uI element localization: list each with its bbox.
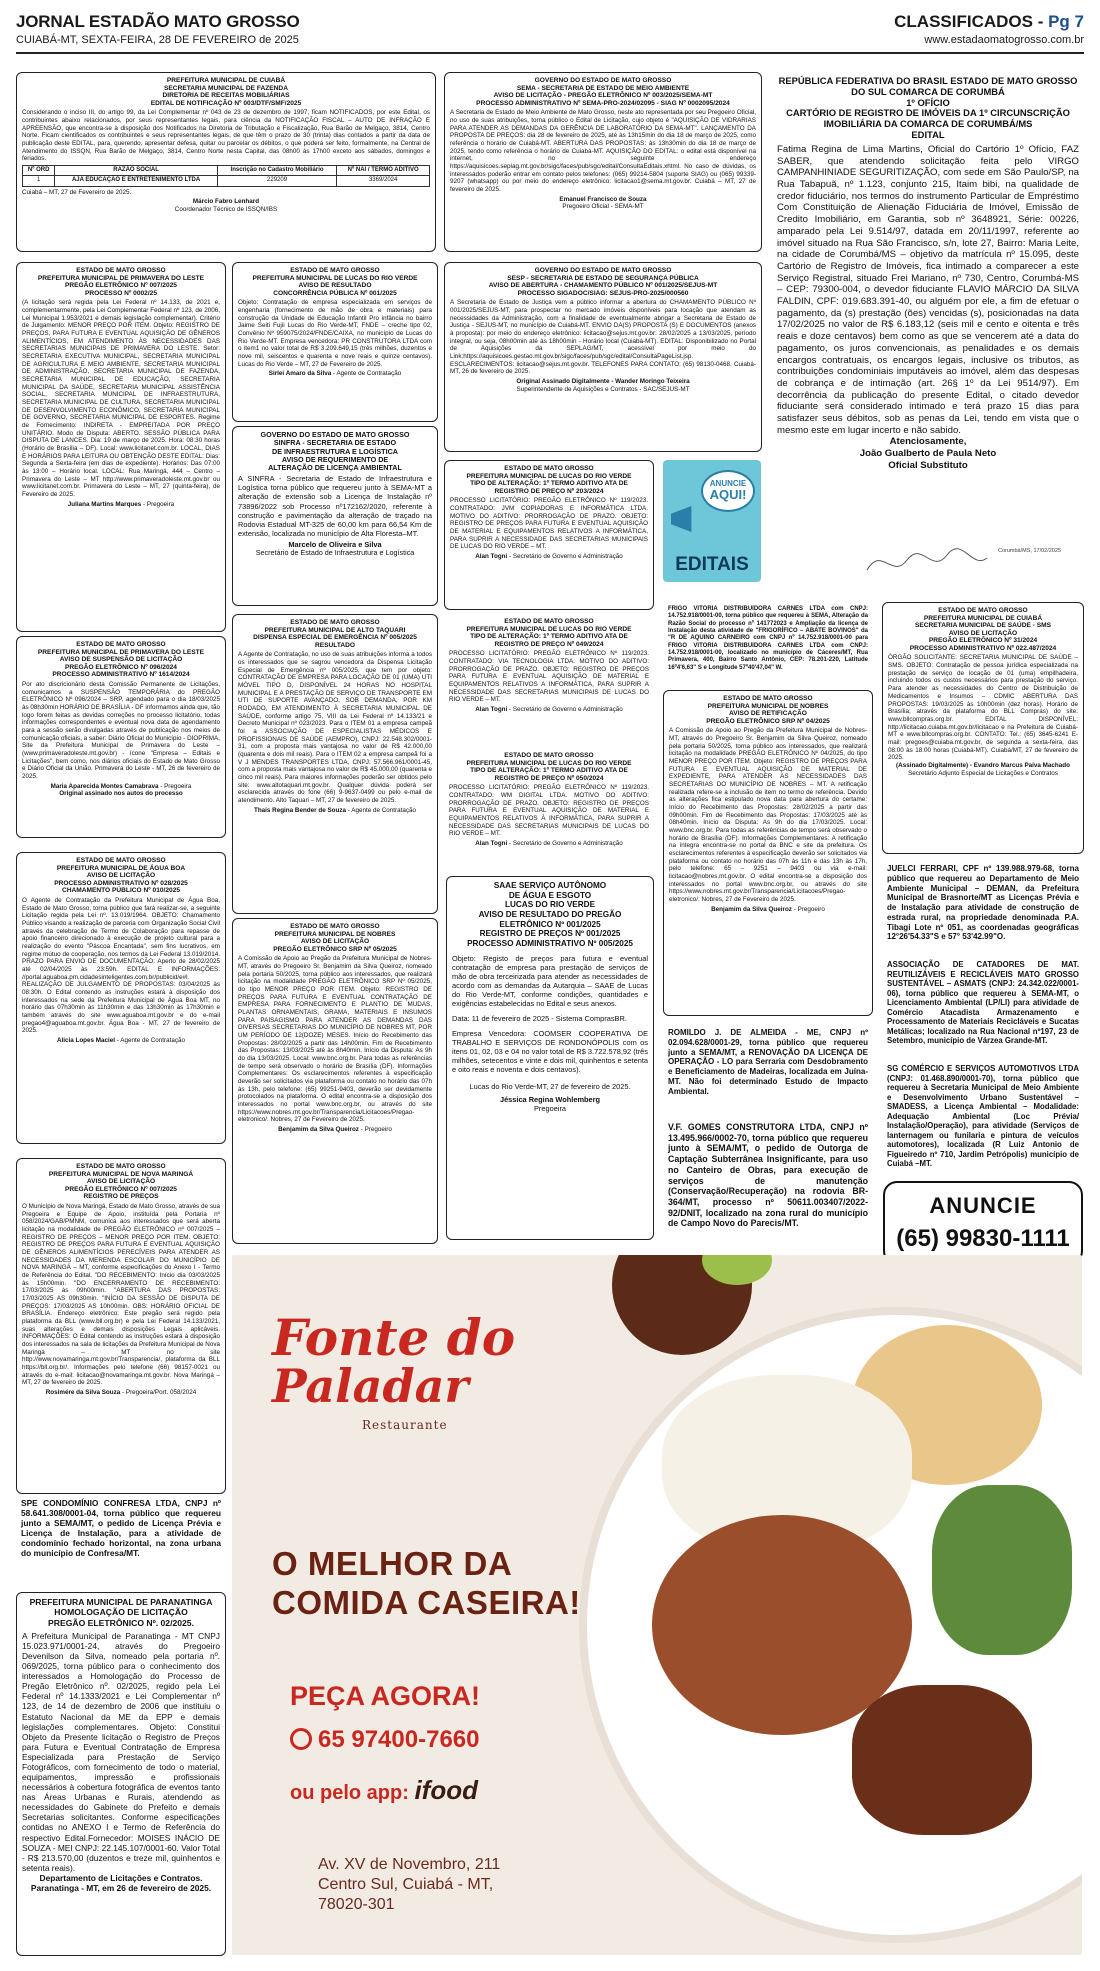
notice-cartorio-corumba [772, 72, 1084, 587]
signature-name: Departamento de Licitações e Contratos. [39, 1872, 203, 1883]
signature-name: Alan Togni [475, 840, 508, 848]
notice-title: GOVERNO DO ESTADO DE MATO GROSSO SESP - SECRETARIA DE ESTADO DE SEGURANÇA PÚBLICA AVISO DE ABERTURA - CHAMAMENTO PÚBLICO Nº 001/2025/SEJUS-MT PROCESSO SIGADOC/SIAG: SEJUS-PRO-2025/000560 [488, 267, 718, 297]
signature-role: - Agente de Contratação [116, 1036, 186, 1044]
table-header: RAZÃO SOCIAL [55, 166, 217, 176]
signature-name: Rosimére da Silva Souza [45, 1389, 121, 1397]
newspaper-title: JORNAL ESTADÃO MATO GROSSO [16, 12, 300, 31]
notice-title: PREFEITURA MUNICIPAL DE PARANATINGA HOMOLOGAÇÃO DE LICITAÇÃO PREGÃO ELETRÔNICO Nº. 02/2025. [29, 1597, 213, 1628]
notice-nova-maringa [16, 1158, 226, 1494]
signature-name: Benjamim da Silva Queiroz [711, 905, 792, 913]
notice-body: Objeto: Contratação de empresa especializada em serviços de engenharia (fornecimento de mão de obra e materiais) para construção da Unidade de Educação Infantil Pro infância no bairro Jaime Seiti Fujii Lucas do Rio Verde-MT, FNDE – creche tipo 02, Convênio Nº 959075/2024/FNDE/CAIXA, no município de Lucas do Rio Verde-MT. Empresa vencedora: PR CONSTRUTORA LTDA com o item1 no valor total de R$ 3.209.649,15 (três milhões, duzentos e nove mil, seiscentos e quarenta e nove reais e quinze centavos). Lucas do Rio Verde – MT, 27 de Fevereiro de 2025. [238, 299, 432, 368]
restaurant-ad[interactable] [232, 1255, 1082, 1955]
signature-image [862, 540, 992, 584]
signature-name: Alan Togni [475, 706, 508, 714]
ad-phone[interactable] [290, 1725, 479, 1754]
notice-nobres-04 [663, 690, 873, 1016]
notice-paranatinga [16, 1592, 226, 1956]
notice-cuiaba-sms [882, 602, 1084, 854]
table-cell: AJA EDUCAÇÃO E ENTRETENIMENTO LTDA [55, 176, 217, 186]
notice-body: Por ato discricionário desta Comissão Permanente de Licitações, comunicamos a SUSPENSÃO TEMPORÁRIA do PREGÃO ELETRÔNICO Nº 096/2024 – SRP, agendado para o dia 18/03/2025 às 08h30min HORÁRIO DE BRASÍLIA - DF informamos ainda que, tão logo forem feitas as devidas correções no processo licitatório, todas informações correspondentes e eventual nova data de agendamento para a sessão serão divulgadas através de publicação nos meios de comunicação oficiais, a saber: Diário Oficial do Município - DIOPRIMA, Site da Prefeitura Municipal de Primavera do Leste – (www.primaveradoleste.mt.gov.br) - ícone "Empresa – Editais e Licitações", bem como, nos diários oficiais do Estado de Mato Grosso e Diário Oficial da União. Primavera do Leste - MT, 26 de fevereiro de 2025. [22, 680, 220, 780]
address-line: Centro Sul, Cuiabá - MT, [318, 1876, 494, 1893]
phone-number: 65 97400-7660 [318, 1726, 480, 1753]
notice-title: GOVERNO DO ESTADO DE MATO GROSSO SINFRA - SECRETARIA DE ESTADO DE INFRAESTRUTURA E LOGÍSTICA AVISO DE REQUERIMENTO DE ALTERAÇÃO DE LICENÇA AMBIENTAL [260, 430, 410, 473]
notice-body: Objeto: Registo de preços para futura e eventual contratação de empresa para prestação de serviços de mão de obra terceirizada para atender as necessidades de acordo com as demandas da Autarquia – SAAE de Lucas do Rio Verde-MT, conforme condições, quantidades e exigências estabelecidas no Edital e seus anexos. [452, 953, 648, 1008]
editais-badge[interactable] [663, 460, 761, 582]
notice-frigo-vitoria [663, 602, 873, 688]
notice-body: ÓRGÃO SOLICITANTE: SECRETARIA MUNICIPAL DE SAÚDE – SMS. OBJETO: Contratação de pessoa jurídica especializada na prestação de serviço de locação de 01 (uma) empilhadeira, incluindo todos os custos necessários para prestação do serviço. Para atender as necessidades do Centro de Distribuição de Medicamentos e Insumos – CDMIC ABERTURA DAS PROPOSTAS: 19/03/2025 às 10h00min (dez horas). Horário de Brasília; através da plataforma do BLL Compras) do site: www.bllcompras.org.br. EDITAL DISPONÍVEL: http://licitacao.cuiaba.mt.gov.br/licitacao e na Prefeitura de Cuiabá-MT e www.bllcompras.org.br. CONTATO: Tel.: (65) 3645-6241 E-mail: pregoes@cuiaba.mt.gov.br, de segunda a sexta-feira, das 08:00 às 18:00 horas (Cuiabá-MT). Cuiabá/MT, 27 de fevereiro de 2025. [888, 654, 1078, 762]
anuncie-phone[interactable]: (65) 99830-1111 [896, 1224, 1070, 1252]
notice-title: ESTADO DE MATO GROSSO PREFEITURA MUNICIPAL DE NOBRES AVISO DE RETIFICAÇÃO PREGÃO ELETRÔNICO SRP Nº 04/2025 [706, 695, 830, 725]
notice-nobres-05 [232, 918, 438, 1244]
header-right [894, 12, 1084, 47]
anuncie-label: ANUNCIE [929, 1193, 1037, 1218]
notice-cuiaba-fazenda [16, 72, 436, 252]
brand-name-line2: Paladar [272, 1359, 469, 1413]
notice-title: SAAE SERVIÇO AUTÔNOMO DE ÁGUA E ESGOTO LUCAS DO RIO VERDE AVISO DE RESULTADO DO PREGÃO ELETRÔNICO Nº 001/2025 REGISTRO DE PREÇOS Nº 001/2025 PROCESSO ADMINISTRATIVO Nº 005/2025 [467, 881, 633, 949]
notice-title: REPÚBLICA FEDERATIVA DO BRASIL ESTADO DE MATO GROSSO DO SUL COMARCA DE CORUMBÁ 1º OFÍCIO CARTÓRIO DE REGISTRO DE IMÓVEIS DA 1º CIRCUNSCRIÇÃO IMOBILIÁRIA DA COMARCA DE CORUMBÁ/MS EDITAL [778, 75, 1078, 141]
notice-body: PROCESSO LICITATÓRIO: PREGÃO ELETRÔNICO Nº 119/2023. CONTRATADO: WM DIGITAL LTDA. MOTIVO DO ADITIVO: PRORROGAÇÃO DE PRAZO. OBJETO: REGISTRO DE PREÇOS PARA FUTURA E EVENTUAL AQUISIÇÃO DE MATERIAL E EQUIPAMENTOS RELATIVOS À INFORMÁTICA, PARA SUPRIR A NECESSIDADE DAS SECRETARIAS MUNICIPAIS DE LUCAS DO RIO VERDE – MT. [449, 784, 649, 838]
notice-body: (A licitação será regida pela Lei Federal nº 14.133, de 2021 e, complementarmente, pela Lei Complementar Federal nº 123, de 2006, Lei Municipal 1.953/2021 e demais legislação complementar). Critério de Julgamento: MENOR PREÇO POR ITEM. Objeto: REGISTRO DE PREÇOS, PARA FUTURA E EVENTUAL AQUISIÇÃO DE GÊNEROS ALIMENTÍCIOS, EM ATENDIMENTO ÀS NECESSIDADES DAS SECRETARIAS MUNICIPAIS DE PRIMAVERA DO LESTE. Setor: SECRETARIA EXECUTIVA MUNICIPAL, SECRETARIA MUNICIPAL DE AGRICULTURA E MEIO AMBIENTE, SECRETARIA MUNICIPAL DE ADMINISTRAÇÃO, SECRETARIA MUNICIPAL DE FAZENDA, SECRETARIA MUNICIPAL DE EDUCAÇÃO, SECRETARIA MUNICIPAL DA SAÚDE, SECRETARIA MUNICIPAL ASSISTÊNCIA SOCIAL, SECRETARIA MUNICIPAL DE INFRAESTRUTURA, SECRETARIA MUNICIPAL DE CULTURA, SECRETARIA MUNICIPAL DE DESENVOLVIMENTO ECONÔMICO, SECRETARIA MUNICIPAL DE GOVERNO, SECRETARIA MUNICIPAL DE ESPORTES. Regime de Fornecimento: INDIRETA - EMPREITADA POR PREÇO UNITÁRIO. Modo de Disputa: ABERTO. SESSÃO PÚBLICA PARA DISPUTA DE LANCES. Dia: 19 de março de 2025. Hora: 08:30 horas (Horário de Brasília – DF). Local: www.licitanet.com.br. LOCAL, DIAS E HORÁRIOS PARA LEITURA OU OBTENÇÃO DESTE EDITAL: Dias: Segunda a Sexta-feira (em dias de expediente). Horários: Das 07:00 às 13:00 – Horário local. LOCAL: Rua Maringá, 444 – Centro – Primavera do Leste – MT http://www.primaveradoleste.mt.gov.br ou www.licitanet.com.br. Primavera do Leste – MT, 27 (quinta-feira), de Fevereiro de 2025. [22, 299, 220, 499]
notice-primavera-pregao [16, 262, 226, 632]
notice-body: FRIGO VITORIA DISTRIBUIDORA CARNES LTDA com CNPJ: 14.752.918/0001-00, torna público que requereu à SEMA, Alteração da Razão Social do processo nº 141772023 e Ampliação da licença de Instalação desta atividade de "FRIGORÍFICO – ABATE BOVINOS" da "R DE AQUINO CARNEIRO com CNPJ nº 14.752.918/0001-00 para FRIGO VITORIA DISTRIBUIDORA CARNES LTDA com CNPJ: 14.752.918/0001-00, localizado no município de Cáceres/MT, Rua Primavera, 400, Bairro Santo Antônio, CEP: 78.201-220, Latitude 16º4'6,63" S e Longitude 57º40'47,04" W. [668, 606, 868, 671]
notice-title: ESTADO DE MATO GROSSO PREFEITURA MUNICIPAL DE LUCAS DO RIO VERDE TIPO DE ALTERAÇÃO: 1º TERMO ADITIVO ATA DE REGISTRO DE PREÇO Nº 203/2024 [466, 465, 632, 495]
notice-body: A SINFRA - Secretaria de Estado de Infraestrutura e Logística torna público que requereu junto à SEMA-MT a alteração de extensão sob a Licença de Instalação nº 73896/2022 sob Processo nº172162/2020, referente à construção e pavimentação da alteração de traçado na Rodovia Estadual MT-325 de 60,00 km para 66,54 Km de extensão, localizada no município de Alta Floresta–MT. [238, 474, 432, 538]
ad-cta: PEÇA AGORA! [290, 1681, 481, 1711]
badge-line1: ANUNCIE [709, 479, 747, 488]
signature-role: Pregoeiro Oficial - SEMA-MT [562, 203, 644, 211]
notice-sesp-chamamento [444, 262, 762, 452]
notice-title: ESTADO DE MATO GROSSO PREFEITURA MUNICIPAL DE ALTO TAQUARI DISPENSA ESPECIAL DE EMERGÊNCIA Nº 005/2025 RESULTADO [253, 619, 417, 649]
notice-closing: Atenciosamente, [889, 436, 967, 448]
notice-body: SPE CONDOMÍNIO CONFRESA LTDA, CNPJ nº 58.641.308/0001-04, torna público que requereu junto a SEMA/MT, o pedido de Licença Prévia e Licença de Instalação, para a atividade de condomínio fechado horizontal, na zona urbana do município de Confresa/MT. [21, 1498, 221, 1559]
notice-body: PROCESSO LICITATÓRIO: PREGÃO ELETRÔNICO Nº 119/2023. CONTRATADO: JVM COPIADORAS E INFORMÁTICA LTDA. MOTIVO DO ADITIVO: PRORROGAÇÃO DE PRAZO. OBJETO: REGISTRO DE PREÇOS PARA FUTURA E EVENTUAL AQUISIÇÃO DE MATERIAL E EQUIPAMENTOS RELATIVOS A INFORMÁTICA, PARA SUPRIR A NECESSIDADE DAS SECRETARIAS MUNICIPAIS DE LUCAS DO RIO VERDE – MT. [450, 497, 648, 551]
notice-title: ESTADO DE MATO GROSSO PREFEITURA MUNICIPAL DE NOVA MARINGÁ AVISO DE LICITAÇÃO PREGÃO ELETRÔNICO Nº 007/2025 REGISTRO DE PREÇOS [48, 1163, 194, 1201]
notice-body: A Comissão de Apoio ao Pregão da Prefeitura Municipal de Nobres-MT, através do Pregoeiro Sr. Benjamim da Silva Queiroz, nomeado pela portaria 50/2025, torna público aos interessados, que realizará licitação na modalidade PREGÃO ELETRÔNICO Nº 04/2025, do tipo MENOR PREÇO POR ITEM. Objeto: REGISTRO DE PREÇOS PARA FUTURA E EVENTUAL AQUISIÇÃO DE MATERIAL DE EXPEDIENTE, PARA ATENDER AS NECESSIDADES DAS SECRETARIAS DO MUNICÍPIO DE NOBRES – MT. A retificação realizada refere-se a inclusão de item no termo de referência. Devido as alterações fica estipulado nova data para abertura do certame: Início do Recebimento das Propostas: 28/02/2025 a partir das 09h00min. Fim de Recebimento das Propostas: 17/03/2025 até às 08h40min. Início da Disputa: As 9h do dia 17/03/2025. Local: www.bnc.org.br. Para todas as referências de tempo será observado o horário de Brasília (DF). Informações Complementares: A retificação na íntegra encontra-se no portal da BNC e site da prefeitura. Os esclarecimentos referentes à especificação deverão ser solicitados via plataforma ou contato no horário das 07h às 11h e das 13h às 17h, pelo telefone: 65 – 9251 – 9403 ou via e-mail: licitacao@nobres.mt.gov.br. O edital encontra-se a disposição dos interessados no portal www.bnc.org.br, ou através do site https://www.nobres.mt.gov.br/Transparencia/Licitacoes/Pregao-eletronico/. Nobres, 27 de Fevereiro de 2025. [669, 727, 867, 904]
ad-address [318, 1855, 500, 1915]
notice-title: ESTADO DE MATO GROSSO PREFEITURA MUNICIPAL DE LUCAS DO RIO VERDE TIPO DE ALTERAÇÃO: 1º TERMO ADITIVO ATA DE REGISTRO DE PREÇO Nº 050/2024 [466, 752, 632, 782]
notice-lucas-050 [444, 748, 654, 872]
notice-date: Cuiabá – MT, 27 de Fevereiro de 2025. [22, 188, 132, 196]
header-left [16, 12, 300, 47]
signature-role: Secretário Adjunto Especial de Licitações e Contratos [908, 769, 1058, 777]
signature-name: Jéssica Regina Wohlemberg [499, 1095, 601, 1105]
notice-asmats [882, 956, 1084, 1060]
notice-title: GOVERNO DO ESTADO DE MATO GROSSO SEMA - SECRETARIA DE ESTADO DE MEIO AMBIENTE AVISO DE LICITAÇÃO - PREGÃO ELETRÔNICO Nº 003/2025/SEMA-MT PROCESSO ADMINISTRATIVO Nº SEMA-PRO-2024/02095 - SIAG Nº 0002095/2024 [476, 77, 730, 107]
notice-body: SG COMÉRCIO E SERVIÇOS AUTOMOTIVOS LTDA (CNPJ: 01.468.890/0001-70), torna público que requereu à Secretaria Municipal de Meio Ambiente e Desenvolvimento Urbano Sustentável – SMADESS, a Licença Ambiental – Modalidade: Adequação Ambiental (Loc Prévia/ Instalação/Operação), para atividade (Serviços de lanternagem ou funilaria e pintura de veículos automotores), localizada (R Luiz Antonio de Figueiredo nº 710, Jardim Petrópolis) município de Cuiabá –MT. [887, 1064, 1079, 1168]
notice-body: A Secretaria de Estado de Meio Ambiente de Mato Grosso, neste ato representada por seu Pregoeiro Oficial, no uso de suas atribuições, torna público o Edital de Licitação, cujo objeto é "AQUISIÇÃO DE VIDRARIAS PARA ATENDER AS DEMANDAS DA GERÊNCIA DE LABORATÓRIO DA SEMA-MT". LANÇAMENTO DA PROPOSTA DE PREÇOS: dia 28 de fevereiro de 2025, até às 13h15min do dia 18 de março de 2025, como referência o horário de Cuiabá-MT. ABERTURA DAS PROPOSTAS: às 13h30min do dia 18 de março de 2025, tendo como referência o horário de Cuiabá-MT. AQUISIÇÃO DO EDITAL: o edital está disponível na internet, no seguinte endereço https://aquisicoes.seplag.mt.gov.br/sigc/faces/pub/sgc/edital/ConsultaEditais.xhtml. No caso de dúvidas, os interessados poderão entrar em contato pelos telefones: (065) 99214-5804 (suporte SIAG) ou (065) 99339-9207 (whatsapp) ou por meio do endereço eletrônico: licitacao1@sema.mt.gov.br. Cuiabá – MT, 27 de fevereiro de 2025. [450, 109, 756, 194]
whatsapp-icon [290, 1728, 312, 1750]
signature-role: - Pregoeira/Port. 058/2024 [122, 1389, 197, 1397]
signature-name: Alan Togni [475, 553, 508, 561]
notice-romildo [663, 1024, 873, 1116]
table-cell: 1 [23, 176, 55, 186]
notice-body: ROMILDO J. DE ALMEIDA - ME, CNPJ nº 02.094.628/0001-29, torna público que requereu junto a SEMA/MT, a RENOVAÇÃO DA LICENÇA DE OPERAÇÃO - LO para Serraria com Desdobramento e Beneficiamento de Madeiras, localizada em Juína-MT. Não foi determinado Estudo de Impacto Ambiental. [668, 1028, 868, 1096]
notice-primavera-suspensao [16, 636, 226, 838]
notice-title: ESTADO DE MATO GROSSO PREFEITURA MUNICIPAL DE LUCAS DO RIO VERDE AVISO DE RESULTADO CONCORRÊNCIA PÚBLICA Nº 001/2025 [252, 267, 418, 297]
ifood-logo: ifood [414, 1775, 478, 1805]
notice-body: A Secretaria de Estado de Justiça vem a público informar a abertura do CHAMAMENTO PÚBLICO Nº 001/2025/SEJUS-MT, para prospectar no mercado imóveis disponíveis para locação que atendam as necessidades da Administração, com a finalidade de eventualmente abrigar a Secretaria de Estado de Justiça - SEJUS-MT, no município de Cuiabá-MT. ENVIO DA(S) PROPOSTA (S) E DOCUMENTOS (anexos à proposta): por meio do endereço eletrônico: licitacao@sejus.mt.gov.br: 28/02/2025 a 13/03/2025, período integral, ou seja, 08h00min até às 18h00min - Horário local (Cuiabá-MT). EDITAL: Disponibilizado no Portal de Aquisições da SEPLAG/MT, acessível por meio do Link:https://aquisicoes.gestao.mt.gov.br/sigc/faces/pub/sgc/edital/ConsultaPageList.jsp. ESCLARECIMENTOS: licitacao@sejus.mt.gov.br. TELEFONES PARA CONTATO: (65) 98130-0468. Cuiabá-MT, 26 de fevereiro de 2025. [450, 299, 756, 376]
signature-role: - Agente de Contratação [347, 806, 417, 814]
signature-note: Original assinado nos autos do processo [59, 790, 183, 798]
notice-juelci [882, 860, 1084, 952]
signature-role: - Pregoeira [160, 782, 192, 790]
signature-name: Marcelo de Oliveira e Silva [288, 539, 382, 549]
notice-body: O Agente de Contratação da Prefeitura Municipal de Água Boa, Estado de Mato Grosso, torna público que fará realizar-se, a seguinte Licitação regida pela Lei nº. 13.019/1964. OBJETO: Chamamento Público visando a realização de parceria com Organização Social Civil através da celebração de Termo de Colaboração para repasse de apoio financeiro direcionado à execução de projeto cultural para a realização do evento "Páscoa Encantada", sem fins lucrativos, em regime mútuo de cooperação, nos termos da Lei Federal 13.019/2014. PRAZO PARA ENVIO DE DOCUMENTAÇÃO: Aperto de 28/02/2025 até 02/04/2025 às 23:59h. EDITAL E INFORMAÇÕES: //portal.aguaboa.pm.cidadesinteligentes.com.br/publicid/e#l. REALIZAÇÃO DE JULGAMENTO DE PROPOSTAS: 03/04/2025 às 08:30h. O Edital contendo as instruções estará à disposição dos interessados na sede da Prefeitura Municipal de Água Boa MT, no horário das 07h30min às 11h30min e das 13h30min às 17h30min e também através do site www.aguaboa.mt.gov.br e do e-mail pregao4@aguaboa.mt.gov.br. Água Boa - MT, 27 de fevereiro de 2025. [22, 896, 220, 1035]
anuncie-box[interactable] [883, 1181, 1083, 1265]
address-line: Av. XV de Novembro, 211 [318, 1856, 501, 1873]
notice-lucas-049 [444, 614, 654, 746]
notice-title: ESTADO DE MATO GROSSO PREFEITURA MUNICIPAL DE CUIABÁ SECRETARIA MUNICIPAL DE SAÚDE - SMS AVISO DE LICITAÇÃO PREGÃO ELETRÔNICO Nº 31/2024 PROCESSO ADMINISTRATIVO Nº 022.487/2024 [909, 607, 1057, 652]
table-header: Nº NAI / TERMO ADITIVO [337, 166, 430, 176]
notice-body: JUELCI FERRARI, CPF nº 139.988.979-68, torna público que requereu ao Departamento de Meio Ambiente Municipal – DEMAN, da Prefeitura Municipal de Brasnorte/MT as Licenças Prévia e de Instalação para atividade de construção de estrada rural, na propriedade denominada P.A. Tibagi Lote nº 051, as coordenadas geográficas 12°26'54.33"S e 57° 53'42.99"O. [887, 864, 1079, 942]
signature-name: Alicia Lopes Maciel [56, 1036, 116, 1044]
header-divider [16, 52, 1084, 54]
notice-spe-confresa [16, 1494, 226, 1589]
notice-winner: Empresa Vencedora: COOMSER COOPERATIVA DE TRABALHO E SERVIÇOS DE RONDONÓPOLIS com os itens 01, 02, 03 e 04 no valor total de R$ 3.722.578,92 (três milhões, setecentos e vinte e dois mil, quinhentos e setenta e oito reais e noventa e dois centavos). [452, 1028, 648, 1075]
signature-role: - Pregoeiro [793, 905, 825, 913]
signature-name: Thais Regina Bender de Souza [253, 806, 346, 814]
signature-role: Oficial Substituto [888, 459, 968, 471]
table-header: Nº ORD [23, 166, 55, 176]
notice-body: A Prefeitura Municipal de Paranatinga - MT CNPJ 15.023.971/0001-24, através do Pregoeiro Devenilson da Silva, nomeado pela portaria nº. 069/2025, torna público para o conhecimento dos interessados a Homologação do Processo de Pregão Eletrônico nº. 02/2025, regido pela Lei Federal nº 14.1333/2021 e Lei Complementar nº 123, de 14 de dezembro de 2006 que instituiu o Estatuto Nacional da ME da EPP e demais legislações complementares. Objeto: Constitui Objeto da Presente licitação o Registro de Preços para Futura e Eventual Contratação de Empresa Especializada para Prestação de Serviço Fotográficos, com fornecimento de todo o material, equipamentos, impressão e profissionais necessários à cobertura fotográfica de eventos tanto nas Áreas Urbanas e Rurais, atendendo as necessidades do Gabinete do Prefeito e demais Secretarias solicitantes. Conforme especificações contidas no ANEXO I e Termo de Referência do respectivo Edital.Fornecedor: MOISES INÁCIO DE SOUZA - MEI CNPJ: 22.145.107/0001-60. Valor Total - R$ 213.570,00 (duzentos e treze mil, quinhentos e setenta reais). [22, 1630, 220, 1873]
salad-image [932, 1485, 1072, 1655]
notice-sinfra [232, 426, 438, 606]
notice-body: V.F. GOMES CONSTRUTORA LTDA, CNPJ nº 13.495.966/0002-70, torna público que requereu junto à SEMA/MT, o pedido de Outorga de Captação Subterrânea Insignificante, para uso no Canteiro de Obras, para execução de serviços de manutenção (Conservação/Recuperação) na rodovia BR-364/MT, processo nº 50611.003407/2022-92/DNIT, localizado na zona rural do município de Campo Novo do Parecis/MT. [668, 1122, 868, 1229]
notice-body: ASSOCIAÇÃO DE CATADORES DE MAT. REUTILIZÁVEIS E RECICLÁVEIS MATO GROSSO SUSTENTÁVEL – ASMATS (CNPJ: 24.342.022/0001-06), torna público que requereu à SEMA-MT, o Licenciamento Ambiental (LP/LI) para atividade de Comércio Atacadista Armazenamento e Processamento de Materiais Recicláveis e Sucatas Metálicas; localizado na Rua Nacional nº197, 23 de Setembro, município de Várzea Grande-MT. [887, 960, 1079, 1045]
signature-name: Sirlei Amaro da Silva [268, 370, 332, 378]
speech-bubble [701, 470, 755, 512]
notice-body: A Comissão de Apoio ao Pregão da Prefeitura Municipal de Nobres-MT, através do Pregoeiro Sr. Benjamim da Silva Queiroz, nomeado pela portaria 50/2025, torna público aos interessados, que realizará licitação na modalidade PREGÃO ELETRÔNICO SRP Nº 05/2025, do tipo MENOR PREÇO POR ITEM. Objeto: REGISTRO DE PREÇOS PARA FUTURA E EVENTUAL CONTRATAÇÃO DE EMPRESA PARA FORNECIMENTO E PLANTIO DE MUDAS, PLANTAS ORNAMENTAIS, GRAMA, MATERIAIS E INSUMOS PARA PAISAGISMO PARA ATENDER AS DEMANDAS DAS DIVERSAS SECRETARIAS DO MUNICÍPIO DE NOBRES MT, POR UM PERÍODO DE 12(DOZE) MESES. Início do Recebimento das Propostas: 28/02/2025 a partir das 14h00min. Fim de Recebimento das Propostas: 13/03/2025 até às 8h40min. Início da Disputa: As 9h do dia 13/03/2025. Local: www.bnc.org.br. Para todas as referências de tempo será observado o horário de Brasília (DF). Informações Complementares: Os esclarecimentos referentes à especificação deverão ser solicitados via plataforma ou contato no horário das 07h às 13h, pelo telefone: (65) 99251-9403, deverão ser devidamente protocolados na plataforma. O edital encontra-se a disposição dos interessados no portal www.bnc.org.br, ou através do site https://www.nobres.mt.gov.br/Transparencia/Licitacoes/Pregao-eletronico/. Nobres, 27 de Fevereiro de 2025. [238, 955, 432, 1124]
table-cell: 3369/2024 [337, 176, 430, 186]
notice-body: A Agente de Contratação, no uso de suas atribuições informa a todos os interessados que se sagrou vencedora da Dispensa Licitação Especial de Emergência nº 005/2025, que tem por objeto: CONTRATAÇÃO DE EMPRESA PARA LOCAÇÃO DE 01 (UMA) UTI MÓVEL TIPO D, DISPONÍVEL 24 HORAS NO HOSPITAL MUNICIPAL E A PRESTAÇÃO DE SERVIÇO DE TRANSPORTE EM UTI DE SUPORTE AVANÇADO, SOB DEMANDA, POR KM RODADO, EM ATENDIMENTO À SECRETARIA MUNICIPAL DE SAÚDE, conforme artigo 75, VIII da Lei Federal nº 14.133/21 e Decreto Municipal nº 023/2023. Para o ITEM 01 a empresa campeã foi a ASSOCIAÇÃO DE ESPECIALISTAS MÉDICOS E PROFISSIONAIS DE SAÚDE (AEMPRO), CNPJ: 22.548.302/0001-31, com a proposta mais vantajosa no valor de R$ 42.000,00 (quarenta e dois mil reais). Para o ITEM 02 a empresa campeã foi a V J MENDES TRANSPORTES LTDA, CNPJ: 57.566.961/0001-45, com a proposta mais vantajosa no valor de R$ 45.000,00 (quarenta e cinco mil reais). Para maiores informações poderão ser obtidos pelo site: www.altotaquari.mt.gov.br. Qualquer dúvida poderá ser esclarecida através do fone (66) 9-9637-0499 ou pelo e-mail de atendimento. Alto Taquari – MT, 27 de fevereiro de 2025. [238, 651, 432, 805]
signature-role: - Secretário de Governo e Administração [509, 706, 623, 714]
notice-title: ESTADO DE MATO GROSSO PREFEITURA MUNICIPAL DE ÁGUA BOA AVISO DE LICITAÇÃO PROCESSO ADMINISTRATIVO Nº 028/2025 CHAMAMENTO PÚBLICO Nº 010/2025 [54, 857, 188, 895]
signature-name: Maria Aparecida Montes Camabrava [50, 782, 159, 790]
notice-agua-boa [16, 852, 226, 1144]
table-header: Inscrição no Cadastro Mobiliário [217, 166, 337, 176]
signature-name: Juliana Martins Marques [67, 500, 142, 508]
notice-body: PROCESSO LICITATÓRIO: PREGÃO ELETRÔNICO Nº 119/2023. CONTRATADO: VIA TECNOLOGIA LTDA. MOTIVO DO ADITIVO: PRORROGAÇÃO DE PRAZO. OBJETO: REGISTRO DE PREÇOS PARA FUTURA E EVENTUAL AQUISIÇÃO DE MATERIAL E EQUIPAMENTOS RELATIVOS A INFORMÁTICA, PARA SUPRIR A NECESSIDADE DAS SECRETARIAS MUNICIPAIS DE LUCAS DO RIO VERDE – MT. [449, 650, 649, 704]
notice-table [22, 165, 430, 187]
signature-role: Pregoeira [533, 1104, 567, 1114]
site-url[interactable]: www.estadaomatogrosso.com.br [924, 33, 1084, 46]
ad-app[interactable] [290, 1775, 478, 1807]
dateline: CUIABÁ-MT, SEXTA-FEIRA, 28 DE FEVEREIRO de 2025 [16, 33, 299, 46]
signature-name: Benjamim da Silva Queiroz [278, 1126, 359, 1134]
section-title [894, 12, 1084, 33]
signature-role: Coordenador Técnico de ISSQN/IBS [174, 205, 278, 213]
signature-role: - Secretário de Governo e Administração [509, 553, 623, 561]
signature-role: - Pregoeira [143, 500, 175, 508]
signature-name: Márcio Fabro Lenhard [192, 198, 260, 206]
signature-role: - Secretário de Governo e Administração [509, 840, 623, 848]
notice-date: Paranatinga - MT, em 26 de fevereiro de 2025. [30, 1882, 212, 1893]
notice-body: O Município de Nova Maringá, Estado de Mato Grosso, através de sua Pregoeira e Equipe de Apoio, instituída pela Portaria nº 058/2024/GAB/PMNM, comunica aos interessados que será aberta licitação na modalidade de PREGÃO ELETRÔNICO nº 007/2025 – REGISTRO DE PREÇOS – MENOR PREÇO POR ITEM. OBJETO: REGISTRO DE PREÇOS PARA FUTURA E EVENTUAL AQUISIÇÃO DE GÊNEROS ALIMENTÍCIOS PERECÍVEIS PARA ATENDER AS NECESSIDADES DA MERENDA ESCOLAR DO MUNICÍPIO DE NOVA MARINGÁ – MT, conforme especificações do Anexo I - Termo de Referência do Edital. "DO RECEBIMENTO: Início dia 03/03/2025 às 15h00min. "DO ENCERRAMENTO DE RECEBIMENTO: 17/03/2025 às 09h00min. "ABERTURA DAS PROPOSTAS: 17/03/2025 AS 09h30min. "INÍCIO DA SESSÃO DE DISPUTA DE PREÇOS: 17/03/2025 AS 10h00min. OBS: HORÁRIO OFICIAL DE BRASÍLIA. Endereço eletrônico: Este pregão será regido pela plataforma da BLL (www.bll.org.br) e pela Lei Federal 14.133/2021, suas alterações e demais disposições Legais aplicáveis. INFORMAÇÕES: O Edital contendo as instruções estará à disposição dos interessados na sala de licitações da Prefeitura Municipal de Nova Maringá – MT no site http://www.novamaringa.mt.gov.br/Transparencia/, plataforma da BLL https://bll.org.br/. Informações pelo telefone (66) 98157-0021 ou através do e-mail: licitacao@novamaringa.mt.gov.br. Nova Maringá – MT, 27 de fevereiro de 2025. [22, 1202, 220, 1387]
ad-headline [272, 1545, 581, 1623]
notice-body: Fatima Regina de Lima Martins, Oficial do Cartório 1º Ofício, FAZ SABER, que atendendo solicitação feita pelo VIRGO CAMPANHINIADE SEGURITIZAÇÃO, com sede em São Paulo/SP, na Rua Tabapuã, nº 1.123, conjunto 215, Itaim bibi, na qualidade de credor fiduciário, nos termos do instrumento Particular de Empréstimo Com Constituição de Alienação Fiduciária de Imóvel, Emissão de Credito Imobiliário, em Garantia, sob nº 3648921, Série: 00226, amparado pela Lei 9.514/97, datada em 20/11/1997, referente ao imóvel situado na Rua São Francisco, s/n, lote 27, Bairro: Maria Leite, na cidade de Corumbá/MS – objetivo da matrícula nº 15.095, deste Cartório de Registro de Imóveis, fica intimado a comparecer a este Serviço Registral, situado Frei Mariano, nº 730, Centro, Corumbá-MS – CEP: 79300-004, o devedor fiduciante FLAVIO MÁRCIO DA SILVA FALDIN, CPF: 019.683.391-40, ou alguém por ele, a fim de efetuar o pagamento, da (s) prestação (ões) vencidas (s), posicionadas na data 17/02/2025 no valor de R$ 6.183,12 (seis mil e cento e oitenta e três reais e doze centavos) bem como as que se vencerem até a data do pagamento, os juros convencionais, as penalidades e os demais encargos contratuais, os encargos legais, inclusive os tributos, as contribuições condominiais imputáveis ao imóvel, além das despesas de cobrança e de intimação (art. 26§ 1º da Lei 9514/97). Em decorrência da publicação do presente Edital, o citado devedor fiduciante será considerado intimado e terá prazo 15 dias para satisfazer seus débitos, sob as penas da Lei, tendo em vista que o mesmo este em lugar incerto e não sabido. [777, 143, 1079, 436]
signature-name: Original Assinado Digitalmente - Wander Moringo Teixeira [516, 378, 690, 386]
notice-alto-taquari [232, 614, 438, 914]
notice-lucas-concorrencia [232, 262, 438, 422]
signature-role: - Agente de Contratação [332, 370, 402, 378]
notice-saae [446, 876, 654, 1240]
badge-line2: AQUI! [709, 487, 747, 502]
notice-date: Lucas do Rio Verde-MT, 27 de fevereiro de 2025. [469, 1082, 631, 1092]
app-label: ou pelo app: [290, 1782, 409, 1804]
notice-vf-gomes [663, 1118, 873, 1248]
meat-image [852, 1685, 1032, 1835]
notice-title: PREFEITURA MUNICIPAL DE CUIABÁ SECRETARIA MUNICIPAL DE FAZENDA DIRETORIA DE RECEITAS MOBILIÁRIAS EDITAL DE NOTIFICAÇÃO Nº 003/DTF/SMF/2025 [150, 77, 302, 107]
notice-sg-comercio [882, 1060, 1084, 1178]
notice-body: Considerando o inciso III, do artigo 99, da Lei Complementar nº 043 de 23 de dezembro de 1997, ficam NOTIFICADOS, por este Edital, os contribuintes abaixo relacionados, por seus representantes legais, para ciência da NOTIFICAÇÃO FISCAL – AUTO DE INFRAÇÃO E APREENSÃO, que encontra-se à disposição dos Notificados na Diretoria de Tributação e Fiscalização, Rua Barão de Melgaço, 3814, Centro Norte. Ficam cientificados os contribuintes e seus representantes legais, de que têm o prazo de 30 (trinta) dias contados a partir da data de publicação deste EDITAL, para, querendo, apresentar defesa, quitar ou parcelar os débitos, o que poderá ser feito, formalmente, na Central de Atendimento do ISSQN, Rua Barão de Melgaço, 3814, Centro Norte nesta Capital, das 08h00 às 17h00 exceto aos sábados, domingos e feriados. [22, 109, 430, 163]
notice-data: Data: 11 de fevereiro de 2025 - Sistema ComprasBR. [452, 1013, 627, 1023]
signature-name: Emanuel Francisco de Souza [559, 195, 647, 203]
notice-title: ESTADO DE MATO GROSSO PREFEITURA MUNICIPAL DE PRIMAVERA DO LESTE AVISO DE SUSPENSÃO DE LICITAÇÃO PREGÃO ELETRÔNICO Nº 096/2024 PROCESSO ADMINISTRATIVO Nº 1614/2024 [37, 641, 205, 679]
signature-role: - Pregoeiro [360, 1126, 392, 1134]
page-number: Pg 7 [1048, 12, 1084, 31]
section-label: CLASSIFICADOS - [894, 12, 1049, 31]
notice-sema-vidrarias [444, 72, 762, 252]
signature-role: Superintendente de Aquisições e Contratos - SAC/SEJUS-MT [516, 385, 690, 393]
badge-label: EDITAIS [675, 553, 749, 575]
headline-line1: O MELHOR DA [272, 1545, 513, 1582]
address-line: 78020-301 [318, 1896, 395, 1913]
table-cell: 229209 [217, 176, 337, 186]
stamp-date: Corumbá/MS, 17/02/2025 [998, 548, 1061, 554]
signature-name: João Gualberto de Paula Neto [859, 448, 997, 460]
notice-lucas-203 [444, 460, 654, 610]
megaphone-icon [671, 506, 705, 532]
signature-role: Secretário de Estado de Infraestrutura e Logística [255, 547, 415, 557]
brand-name-line1: Fonte do [272, 1308, 516, 1367]
notice-title: ESTADO DE MATO GROSSO PREFEITURA MUNICIPAL DE NOBRES AVISO DE LICITAÇÃO PREGÃO ELETRÔNICO SRP Nº 05/2025 [273, 923, 397, 953]
notice-title: ESTADO DE MATO GROSSO PREFEITURA MUNICIPAL DE PRIMAVERA DO LESTE PREGÃO ELETRÔNICO Nº 007/2025 PROCESSO Nº 0002/25 [37, 267, 205, 297]
signature-scribble [862, 540, 992, 584]
notice-title: ESTADO DE MATO GROSSO PREFEITURA MUNICIPAL DE LUCAS DO RIO VERDE TIPO DE ALTERAÇÃO: 1º TERMO ADITIVO ATA DE REGISTRO DE PREÇO Nº 049/2024 [466, 618, 632, 648]
headline-line2: COMIDA CASEIRA! [272, 1583, 581, 1621]
signature-name: (Assinado Digitalmente) - Evandro Marcus Paiva Machado [896, 761, 1070, 769]
brand-subtitle: Restaurante [362, 1418, 448, 1432]
